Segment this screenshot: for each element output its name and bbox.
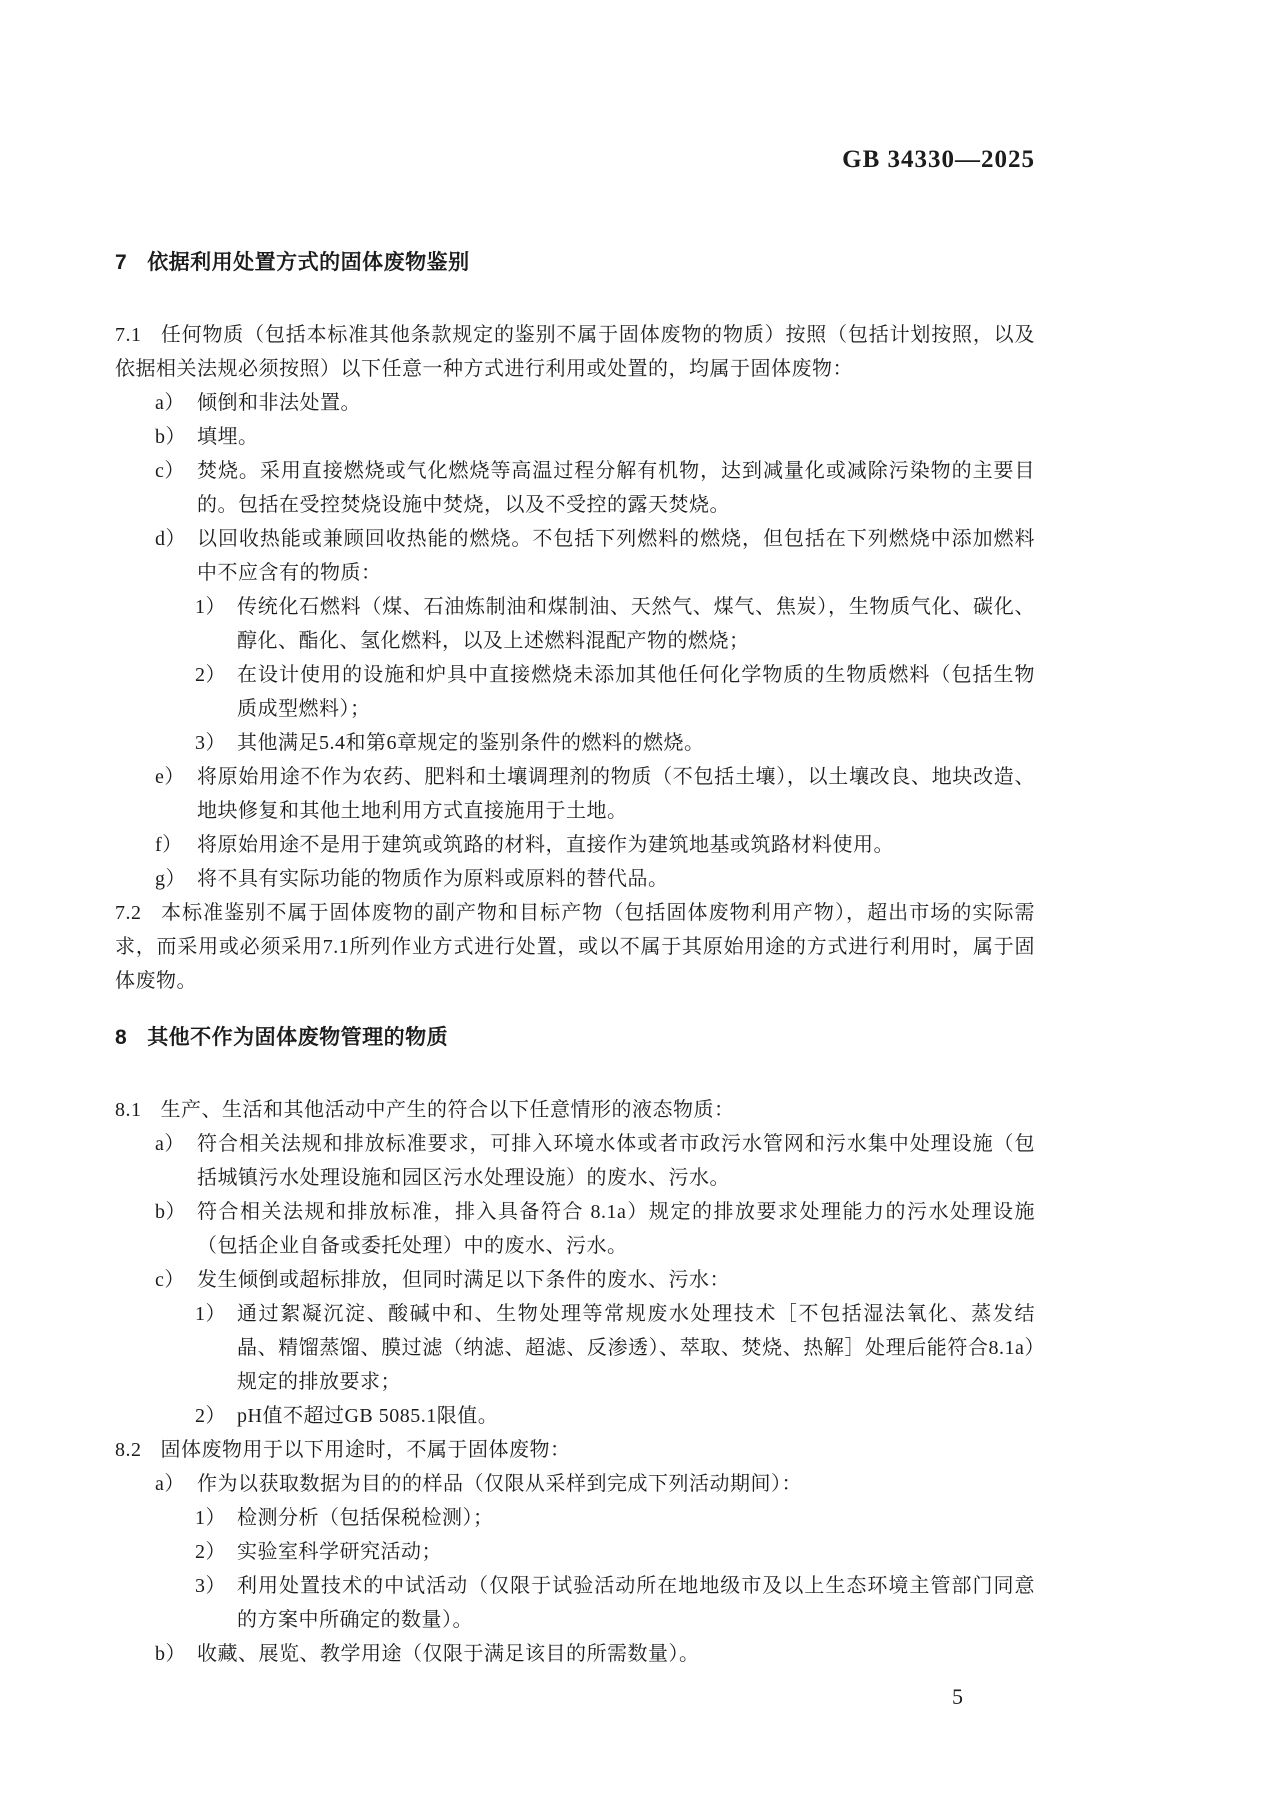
paragraph-text: 实验室科学研究活动； [237,1541,442,1563]
list-item [115,522,1035,590]
section-number: 8 [115,1026,128,1049]
item-label: c） [155,1269,185,1291]
item-label: a） [155,1473,185,1495]
item-label: 7.1 [115,324,142,346]
paragraph-text: 倾倒和非法处置。 [197,392,361,414]
list-item [115,760,1035,828]
clause-paragraph [115,896,1035,998]
standard-number-header: GB 34330—2025 [842,146,1035,173]
item-label: 8.1 [115,1099,142,1121]
item-label: b） [155,1643,186,1665]
paragraph-text: 传统化石燃料（煤、石油炼制油和煤制油、天然气、煤气、焦炭），生物质气化、碳化、醇化、酯化、氢化燃料，以及上述燃料混配产物的燃烧； [237,596,1035,652]
paragraph-text: 利用处置技术的中试活动（仅限于试验活动所在地地级市及以上生态环境主管部门同意的方案中所确定的数量）。 [237,1575,1035,1631]
item-label: a） [155,1133,185,1155]
section-heading [115,250,1035,276]
item-label: g） [155,868,186,890]
item-label: 1） [195,596,226,618]
paragraph-text: 将原始用途不是用于建筑或筑路的材料，直接作为建筑地基或筑路材料使用。 [197,834,894,856]
paragraph-text: 生产、生活和其他活动中产生的符合以下任意情形的液态物质： [160,1099,735,1121]
list-item [115,1263,1035,1297]
paragraph-text: 以回收热能或兼顾回收热能的燃烧。不包括下列燃料的燃烧，但包括在下列燃烧中添加燃料中不应含有的物质： [197,528,1035,584]
sub-list-item [115,1297,1035,1399]
paragraph-text: 检测分析（包括保税检测）； [237,1507,494,1529]
item-label: a） [155,392,185,414]
item-label: 2） [195,1541,226,1563]
sub-list-item [115,1569,1035,1637]
item-label: b） [155,426,186,448]
item-label: b） [155,1201,186,1223]
paragraph-text: 本标准鉴别不属于固体废物的副产物和目标产物（包括固体废物利用产物），超出市场的实际需求，而采用或必须采用7.1所列作业方式进行处置，或以不属于其原始用途的方式进行利用时，属于固体废物。 [115,902,1035,992]
paragraph-text: 将原始用途不作为农药、肥料和土壤调理剂的物质（不包括土壤），以土壤改良、地块改造、地块修复和其他土地利用方式直接施用于土地。 [197,766,1035,822]
list-item [115,1637,1035,1671]
paragraph-text: 在设计使用的设施和炉具中直接燃烧未添加其他任何化学物质的生物质燃料（包括生物质成型燃料）； [237,664,1035,720]
paragraph-text: 作为以获取数据为目的的样品（仅限从采样到完成下列活动期间）： [197,1473,802,1495]
sub-list-item [115,658,1035,726]
list-item [115,1467,1035,1501]
item-label: e） [155,766,185,788]
page-number: 5 [952,1684,963,1709]
section-title: 依据利用处置方式的固体废物鉴别 [147,251,470,274]
section-number: 7 [115,251,128,274]
sub-list-item [115,1501,1035,1535]
clause-paragraph [115,318,1035,386]
paragraph-text: 其他满足5.4和第6章规定的鉴别条件的燃料的燃烧。 [237,732,705,754]
item-label: 2） [195,1405,226,1427]
paragraph-text: 焚烧。采用直接燃烧或气化燃烧等高温过程分解有机物，达到减量化或减除污染物的主要目的。包括在受控焚烧设施中焚烧，以及不受控的露天焚烧。 [197,460,1035,516]
paragraph-text: 任何物质（包括本标准其他条款规定的鉴别不属于固体废物的物质）按照（包括计划按照，以及依据相关法规必须按照）以下任意一种方式进行利用或处置的，均属于固体废物： [115,324,1035,380]
list-item [115,420,1035,454]
paragraph-text: 将不具有实际功能的物质作为原料或原料的替代品。 [197,868,669,890]
clause-paragraph [115,1433,1035,1467]
item-label: 8.2 [115,1439,142,1461]
paragraph-text: pH值不超过GB 5085.1限值。 [237,1405,499,1427]
paragraph-text: 符合相关法规和排放标准要求，可排入环境水体或者市政污水管网和污水集中处理设施（包括城镇污水处理设施和园区污水处理设施）的废水、污水。 [197,1133,1035,1189]
list-item [115,862,1035,896]
paragraph-text: 固体废物用于以下用途时，不属于固体废物： [160,1439,571,1461]
paragraph-text: 填埋。 [197,426,259,448]
item-label: 7.2 [115,902,142,924]
item-label: c） [155,460,185,482]
sub-list-item [115,1399,1035,1433]
paragraph-text: 收藏、展览、教学用途（仅限于满足该目的所需数量）。 [197,1643,700,1665]
list-item [115,454,1035,522]
item-label: 1） [195,1303,226,1325]
item-label: 1） [195,1507,226,1529]
paragraph-text: 发生倾倒或超标排放，但同时满足以下条件的废水、污水： [197,1269,730,1291]
section-title: 其他不作为固体废物管理的物质 [147,1026,449,1049]
clause-paragraph [115,1093,1035,1127]
paragraph-text: 符合相关法规和排放标准，排入具备符合 8.1a）规定的排放要求处理能力的污水处理设施（包括企业自备或委托处理）中的废水、污水。 [197,1201,1035,1257]
list-item [115,386,1035,420]
document-content [115,250,1035,1671]
item-label: f） [155,834,183,856]
sub-list-item [115,726,1035,760]
item-label: d） [155,528,186,550]
sub-list-item [115,1535,1035,1569]
item-label: 3） [195,1575,226,1597]
item-label: 2） [195,664,226,686]
paragraph-text: 通过絮凝沉淀、酸碱中和、生物处理等常规废水处理技术［不包括湿法氧化、蒸发结晶、精馏蒸馏、膜过滤（纳滤、超滤、反渗透）、萃取、焚烧、热解］处理后能符合8.1a）规定的排放要求； [237,1303,1035,1393]
section-heading [115,1025,1035,1051]
list-item [115,1195,1035,1263]
item-label: 3） [195,732,226,754]
list-item [115,828,1035,862]
sub-list-item [115,590,1035,658]
list-item [115,1127,1035,1195]
